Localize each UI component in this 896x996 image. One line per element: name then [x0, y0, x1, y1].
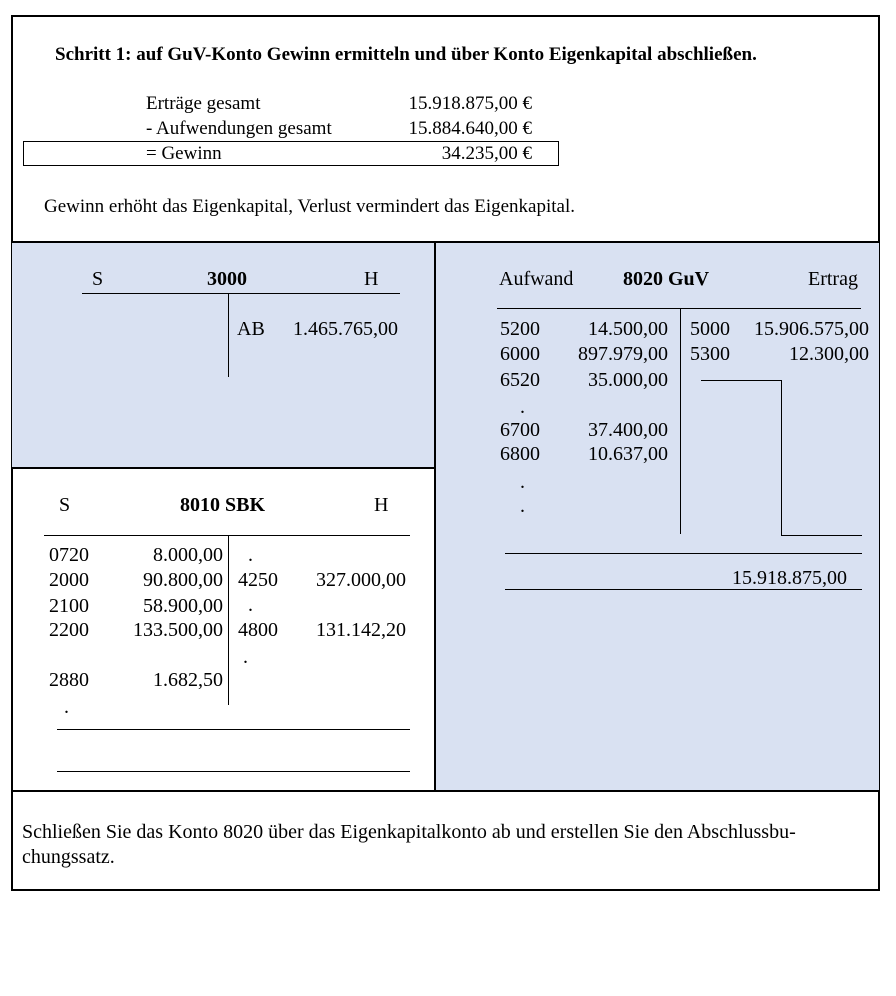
acc3000-ab-label: AB [237, 318, 265, 340]
acc8020-left-betrag: 10.637,00 [588, 443, 668, 465]
acc8020-haben: Ertrag [808, 268, 858, 290]
acc8020-sum-rule [505, 553, 862, 554]
acc8020-left-konto: 5200 [500, 318, 540, 340]
acc3000-center-rule [228, 294, 229, 377]
acc8020-left-konto: 6800 [500, 443, 540, 465]
acc3000-ab-value: 1.465.765,00 [293, 318, 398, 340]
acc8010-left-konto: 2000 [49, 569, 89, 591]
acc8020-top-rule [497, 308, 861, 309]
acc8020-nose-diagonal [781, 380, 782, 535]
acc8020-nose-top [701, 380, 781, 381]
acc8020-title: 8020 GuV [623, 268, 710, 290]
divider-left-middle [11, 467, 436, 469]
acc8020-soll: Aufwand [499, 268, 574, 290]
acc8010-closing-rule [57, 771, 410, 772]
acc3000-top-rule [82, 293, 400, 294]
acc8020-right-betrag: 12.300,00 [789, 343, 869, 365]
acc8010-ellipsis-dot: . [248, 544, 253, 566]
acc8010-top-rule [44, 535, 410, 536]
acc8020-left-konto: 6000 [500, 343, 540, 365]
task-text: Schließen Sie das Konto 8020 über das Eigenkapitalkonto ab und erstellen Sie den Abschlussbu-chungssatz. [22, 821, 796, 868]
acc8020-total: 15.918.875,00 [732, 567, 847, 589]
acc8010-sum-rule [57, 729, 410, 730]
divider-bottom [11, 790, 880, 792]
acc8010-left-konto: 2880 [49, 669, 89, 691]
calc-label-gewinn: = Gewinn [146, 143, 222, 164]
acc8010-center-rule [228, 536, 229, 705]
acc8010-left-konto: 2200 [49, 619, 89, 641]
acc8020-left-konto: 6520 [500, 369, 540, 391]
acc8010-title: 8010 SBK [180, 494, 266, 516]
acc8010-ellipsis-dot: . [248, 594, 253, 616]
acc3000-haben: H [364, 268, 379, 290]
calc-value-ertraege: 15.918.875,00 € [408, 93, 532, 114]
acc8020-ellipsis-dot: . [520, 471, 525, 493]
acc3000-soll: S [92, 268, 104, 290]
acc8010-right-betrag: 131.142,20 [316, 619, 406, 641]
equity-note: Gewinn erhöht das Eigenkapital, Verlust vermindert das Eigenkapital. [44, 196, 575, 217]
acc8010-ellipsis-dot: . [64, 696, 69, 718]
acc8020-left-betrag: 897.979,00 [578, 343, 668, 365]
divider-top [11, 241, 880, 243]
acc8020-right-betrag: 15.906.575,00 [754, 318, 869, 340]
acc8020-left-konto: 6700 [500, 419, 540, 441]
acc8020-left-betrag: 37.400,00 [588, 419, 668, 441]
acc8020-closing-rule [505, 589, 862, 590]
calc-value-gewinn: 34.235,00 € [441, 143, 532, 164]
acc8010-left-konto: 2100 [49, 595, 89, 617]
acc8020-center-rule [680, 309, 681, 534]
acc3000-title: 3000 [207, 268, 247, 290]
calc-label-ertraege: Erträge gesamt [146, 93, 261, 114]
acc8020-nose-bottom [781, 535, 862, 536]
divider-vertical [434, 241, 436, 792]
acc8020-right-konto: 5000 [690, 318, 730, 340]
acc8010-left-betrag: 8.000,00 [153, 544, 223, 566]
acc8010-left-betrag: 133.500,00 [133, 619, 223, 641]
acc8010-left-konto: 0720 [49, 544, 89, 566]
acc8010-ellipsis-dot: . [243, 646, 248, 668]
acc8020-left-betrag: 14.500,00 [588, 318, 668, 340]
acc8010-right-betrag: 327.000,00 [316, 569, 406, 591]
acc8010-haben: H [374, 494, 389, 516]
step-heading: Schritt 1: auf GuV-Konto Gewinn ermitteln und über Konto Eigenkapital abschließen. [55, 44, 757, 65]
calc-label-aufwendungen: - Aufwendungen gesamt [146, 118, 332, 139]
acc8010-left-betrag: 90.800,00 [143, 569, 223, 591]
calc-value-aufwendungen: 15.884.640,00 € [408, 118, 532, 139]
acc8010-right-konto: 4800 [238, 619, 278, 641]
acc8010-right-konto: 4250 [238, 569, 278, 591]
acc8010-left-betrag: 1.682,50 [153, 669, 223, 691]
acc8020-ellipsis-dot: . [520, 396, 525, 418]
acc8010-soll: S [59, 494, 71, 516]
acc8020-right-konto: 5300 [690, 343, 730, 365]
acc8020-left-betrag: 35.000,00 [588, 369, 668, 391]
acc8020-ellipsis-dot: . [520, 495, 525, 517]
acc8010-left-betrag: 58.900,00 [143, 595, 223, 617]
